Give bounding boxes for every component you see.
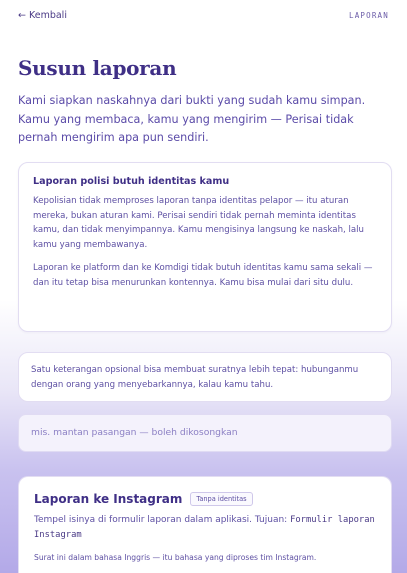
instagram-card-title: Laporan ke Instagram	[34, 492, 183, 506]
police-card-title: Laporan polisi butuh identitas kamu	[33, 176, 230, 187]
instagram-language-note: Surat ini dalam bahasa Inggris — itu bahasa yang diproses tim Instagram.	[34, 553, 317, 562]
instagram-card-header	[34, 492, 376, 506]
optional-note-text: Satu keterangan opsional bisa membuat suratnya lebih tepat: hubunganmu dengan orang yang menyebarkannya, kalau kamu tahu.	[31, 365, 359, 390]
optional-note-card	[18, 352, 392, 402]
police-card-paragraph-2: Laporan ke platform dan ke Komdigi tidak butuh identitas kamu sama sekali — dan itu tetap bisa menurunkan kontennya. Kamu bisa mulai dari situ dulu.	[33, 263, 373, 288]
back-link[interactable]: ← Kembali	[18, 10, 67, 21]
police-identity-card	[18, 162, 392, 332]
instagram-card-instruction	[34, 513, 376, 543]
police-card-paragraph-1: Kepolisian tidak memproses laporan tanpa identitas pelapor — itu aturan mereka, bukan aturan kami. Perisai sendiri tidak pernah meminta identitas kamu, dan tidak menyimpannya. Kamu mengisinya langsung ke naskah, lalu kamu yang membawanya.	[33, 196, 364, 250]
page-title: Susun laporan	[18, 56, 177, 80]
section-label: LAPORAN	[348, 11, 389, 20]
relationship-input[interactable]	[18, 414, 392, 452]
relationship-input-placeholder: mis. mantan pasangan — boleh dikosongkan	[31, 427, 238, 438]
instagram-instruction-text: Tempel isinya di formulir laporan dalam aplikasi. Tujuan:	[34, 515, 291, 525]
instagram-report-card	[18, 476, 392, 573]
page-intro: Kami siapkan naskahnya dari bukti yang sudah kamu simpan. Kamu yang membaca, kamu yang mengirim — Perisai tidak pernah mengirim apa pun sendiri.	[18, 94, 366, 144]
instagram-target-form: Formulir laporan Instagram	[34, 515, 375, 540]
top-bar	[18, 10, 389, 24]
no-identity-badge: Tanpa identitas	[190, 492, 252, 506]
